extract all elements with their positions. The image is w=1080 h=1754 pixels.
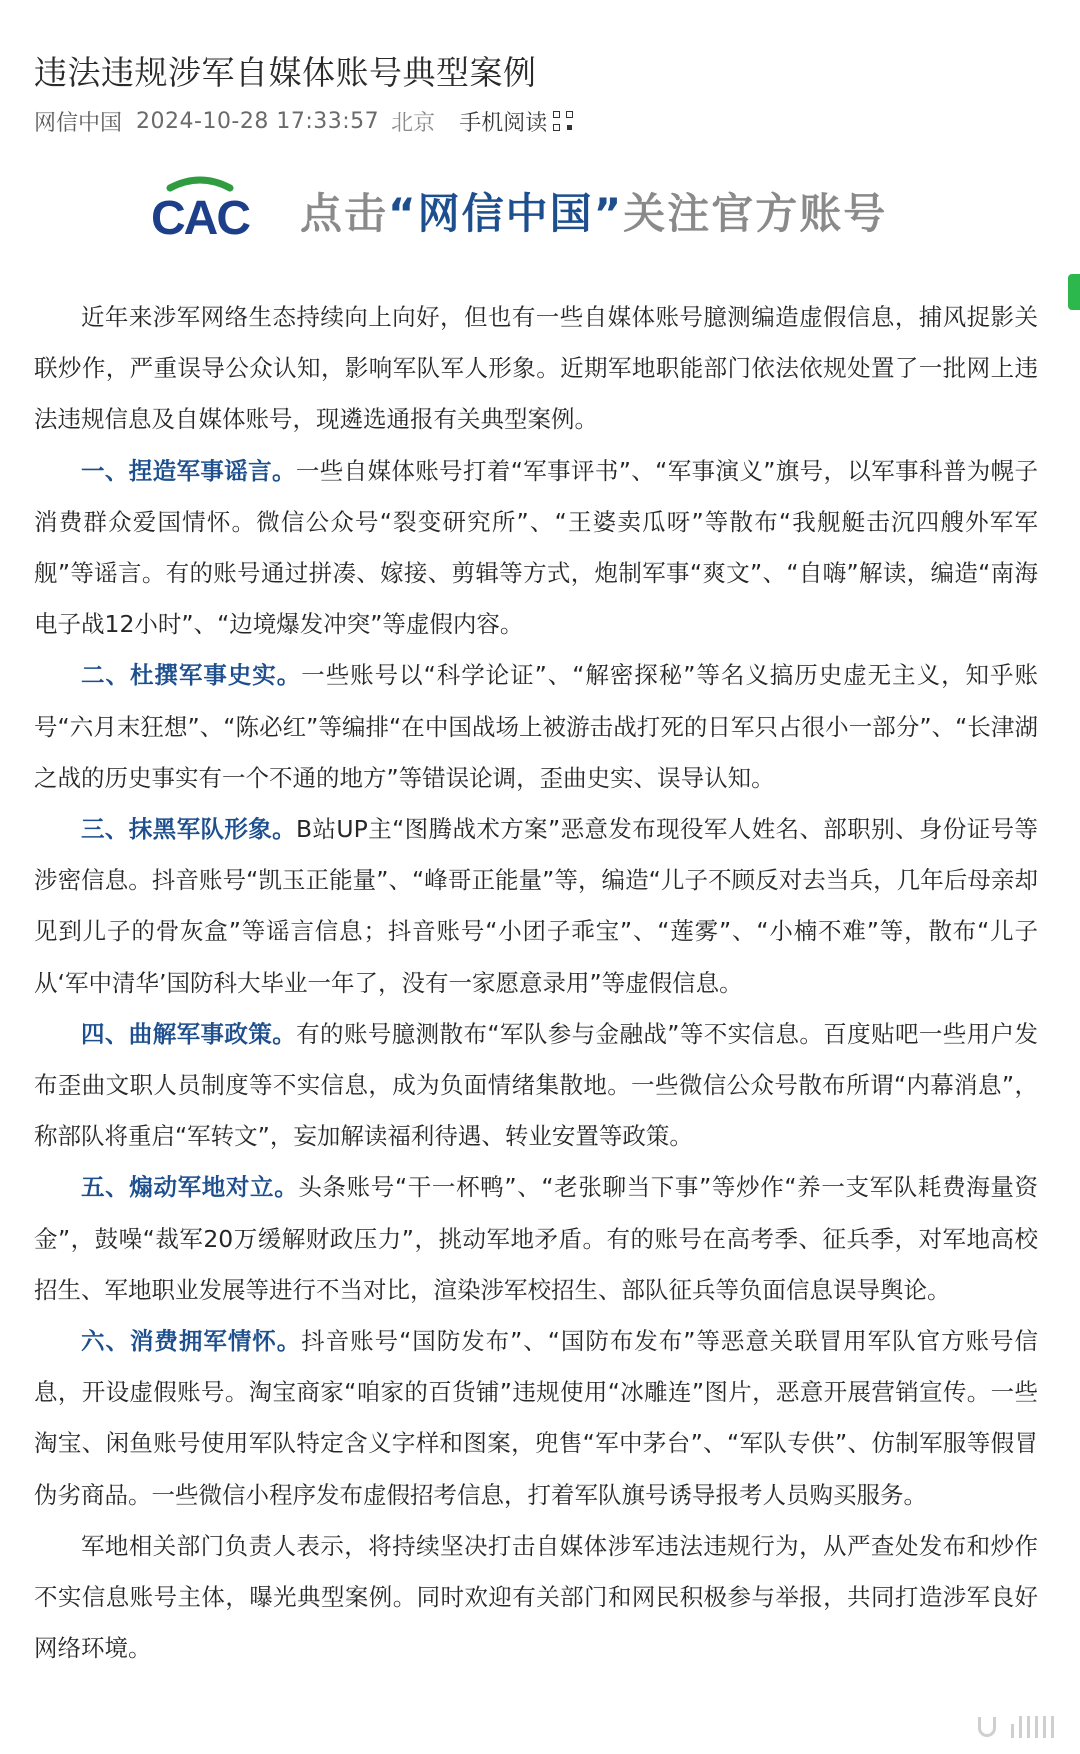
paragraph-text: 头条账号“干一杯鸭”、“老张聊当下事”等炒作“养一支军队耗费海量资金”，鼓噪“裁军20万缓解财政压力”，挑动军地矛盾。有的账号在高考季、征兵季，对军地高校招生、军地职业发展等进行不当对比，渲染涉军校招生、部队征兵等负面信息误导舆论。: [34, 1173, 1039, 1304]
cac-logo: [130, 170, 270, 252]
paragraph-text: 抖音账号“国防发布”、“国防布发布”等恶意关联冒用军队官方账号信息，开设虚假账号。淘宝商家“咱家的百货铺”违规使用“冰雕连”图片，恶意开展营销宣传。一些淘宝、闲鱼账号使用军队特定含义字样和图案，兜售“军中茅台”、“军队专供”、仿制军服等假冒伪劣商品。一些微信小程序发布虚假招考信息，打着军队旗号诱导报考人员购买服务。: [34, 1327, 1038, 1509]
article-location: 北京: [391, 110, 436, 136]
article-meta: [34, 104, 573, 138]
paragraph-intro: [34, 292, 1038, 446]
paragraph-text: 一些账号以“科学论证”、“解密探秘”等名义搞历史虚无主义，知乎账号“六月末狂想”、“陈必红”等编排“在中国战场上被游击战打死的日军只占很小一部分”、“长津湖之战的历史事实有一个不通的地方”等错误论调，歪曲史实、误导认知。: [34, 661, 1038, 792]
article-source[interactable]: 网信中国: [34, 110, 123, 136]
article-body: [34, 292, 1038, 1674]
article-title: 违法违规涉军自媒体账号典型案例: [34, 53, 537, 93]
paragraph-case-4: [34, 1009, 1038, 1163]
paragraph-case-3: [34, 804, 1038, 1009]
paragraph-heading: 一、捏造军事谣言。: [81, 456, 296, 485]
watermark-u-icon: [978, 1717, 996, 1737]
article-datetime: 2024-10-28 17:33:57: [136, 108, 380, 134]
watermark: [978, 1716, 1054, 1738]
paragraph-heading: 三、抹黑军队形象。: [81, 815, 297, 844]
paragraph-case-6: [34, 1316, 1038, 1521]
paragraph-case-1: [34, 446, 1038, 651]
paragraph-text: B站UP主“图腾战术方案”恶意发布现役军人姓名、部职别、身份证号等涉密信息。抖音账号“凯玉正能量”、“峰哥正能量”等，编造“儿子不顾反对去当兵，几年后母亲却见到儿子的骨灰盒”等谣言信息；抖音账号“小团子乖宝”、“莲雾”、“小楠不难”等，散布“儿子从‘军中清华’国防科大毕业一年了，没有一家愿意录用”等虚假信息。: [34, 815, 1039, 997]
paragraph-heading: 四、曲解军事政策。: [81, 1019, 297, 1048]
mobile-read-button[interactable]: [459, 106, 573, 137]
banner-suffix: 关注官方账号: [623, 189, 888, 238]
mobile-read-label: 手机阅读: [459, 110, 548, 136]
paragraph-text: 一些自媒体账号打着“军事评书”、“军事演义”旗号，以军事科普为幌子消费群众爱国情怀。微信公众号“裂变研究所”、“王婆卖瓜呀”等散布“我舰艇击沉四艘外军军舰”等谣言。有的账号通过拼凑、嫁接、剪辑等方式，炮制军事“爽文”、“自嗨”解读，编造“南海电子战12小时”、“边境爆发冲突”等虚假内容。: [34, 456, 1038, 639]
cac-logo-text: CAC: [151, 192, 249, 245]
paragraph-conclusion: [34, 1521, 1038, 1675]
paragraph-text: 有的账号臆测散布“军队参与金融战”等不实信息。百度贴吧一些用户发布歪曲文职人员制度等不实信息，成为负面情绪集散地。一些微信公众号散布所谓“内幕消息”，称部队将重启“军转文”，妄加解读福利待遇、转业安置等政策。: [34, 1019, 1038, 1151]
follow-banner-text: [300, 181, 887, 241]
paragraph-heading: 六、消费拥军情怀。: [81, 1327, 302, 1356]
paragraph-text: 军地相关部门负责人表示，将持续坚决打击自媒体涉军违法违规行为，从严查处发布和炒作不实信息账号主体，曝光典型案例。同时欢迎有关部门和网民积极参与举报，共同打造涉军良好网络环境。: [34, 1531, 1038, 1663]
paragraph-heading: 二、杜撰军事史实。: [81, 661, 302, 690]
follow-banner[interactable]: [130, 170, 890, 252]
paragraph-case-5: [34, 1162, 1038, 1316]
paragraph-heading: 五、煽动军地对立。: [81, 1173, 299, 1202]
watermark-bars-icon: [1006, 1716, 1054, 1738]
paragraph-case-2: [34, 650, 1038, 804]
qr-code-icon[interactable]: [553, 111, 573, 131]
banner-highlight: “网信中国”: [388, 189, 624, 238]
paragraph-text: 近年来涉军网络生态持续向上向好，但也有一些自媒体账号臆测编造虚假信息，捕风捉影关联炒作，严重误导公众认知，影响军队军人形象。近期军地职能部门依法依规处置了一批网上违法违规信息及自媒体账号，现遴选通报有关典型案例。: [34, 303, 1038, 434]
banner-prefix: 点击: [300, 189, 389, 238]
side-share-tab[interactable]: [1068, 274, 1080, 310]
